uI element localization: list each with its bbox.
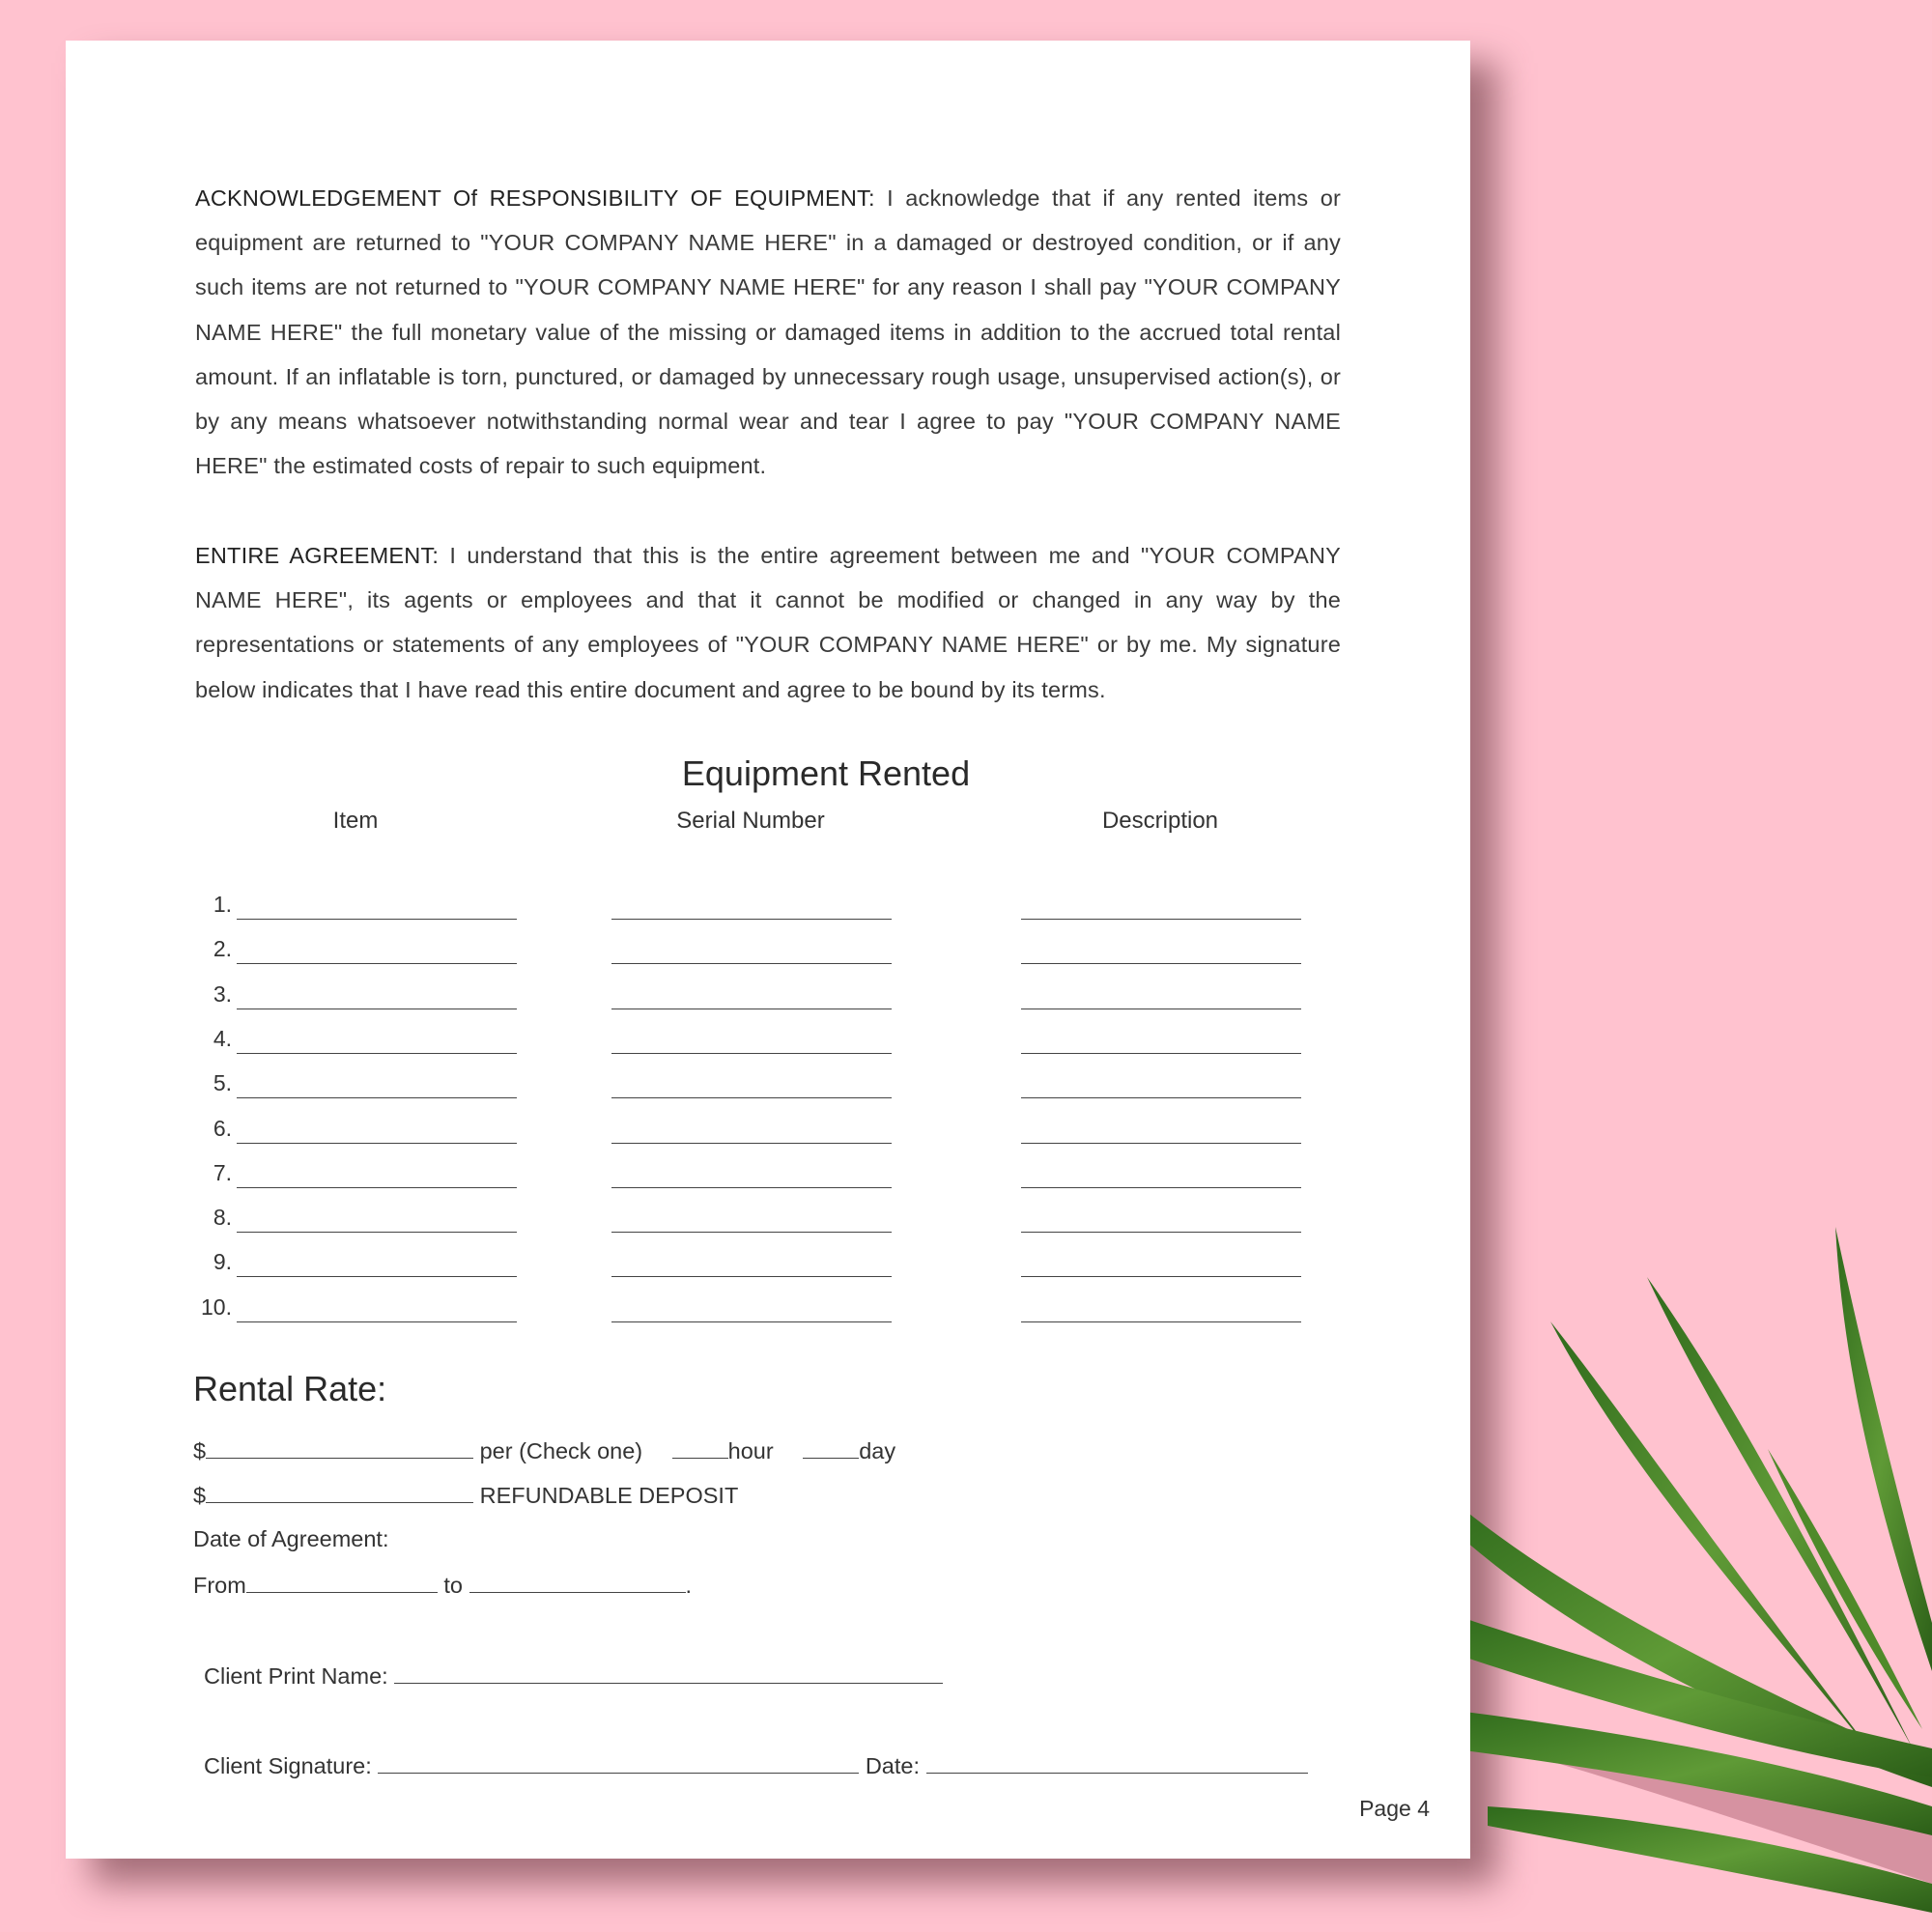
description-field[interactable] (1021, 1276, 1301, 1277)
description-field[interactable] (1021, 1321, 1301, 1322)
description-field[interactable] (1021, 919, 1301, 920)
equipment-row (66, 1238, 1470, 1277)
serial-number-field[interactable] (611, 1187, 892, 1188)
acknowledgement-paragraph (195, 176, 1341, 488)
item-field[interactable] (237, 919, 517, 920)
client-signature-label: Client Signature: (204, 1753, 372, 1778)
rate-line (193, 1436, 895, 1464)
deposit-dollar-sign: $ (193, 1483, 207, 1508)
description-field[interactable] (1021, 1053, 1301, 1054)
client-signature-line (204, 1751, 1308, 1779)
signature-date-field[interactable] (926, 1751, 1308, 1774)
row-number: 9. (213, 1249, 232, 1275)
item-field[interactable] (237, 1321, 517, 1322)
description-field[interactable] (1021, 1143, 1301, 1144)
item-field[interactable] (237, 1053, 517, 1054)
equipment-row (66, 1105, 1470, 1144)
per-check-one-label: per (Check one) (479, 1438, 643, 1463)
serial-number-field[interactable] (611, 1143, 892, 1144)
page-number: Page 4 (1359, 1796, 1430, 1821)
equipment-row (66, 1194, 1470, 1233)
column-header-description: Description (1101, 808, 1219, 834)
rental-rate-title: Rental Rate: (193, 1369, 387, 1408)
equipment-rented-title: Equipment Rented (681, 753, 971, 793)
item-field[interactable] (237, 963, 517, 964)
item-field[interactable] (237, 1143, 517, 1144)
row-number: 5. (213, 1070, 232, 1096)
equipment-row (66, 881, 1470, 920)
serial-number-field[interactable] (611, 1276, 892, 1277)
dollar-sign: $ (193, 1438, 207, 1463)
hour-checkbox-field[interactable] (672, 1436, 728, 1459)
hour-label: hour (727, 1438, 774, 1463)
description-field[interactable] (1021, 963, 1301, 964)
row-number: 1. (213, 892, 232, 917)
day-checkbox-field[interactable] (803, 1436, 859, 1459)
item-field[interactable] (237, 1276, 517, 1277)
refundable-deposit-label: REFUNDABLE DEPOSIT (479, 1483, 739, 1508)
item-field[interactable] (237, 1187, 517, 1188)
palm-leaf-decoration (1449, 1208, 1932, 1932)
client-print-name-label: Client Print Name: (204, 1663, 388, 1689)
to-label: to (443, 1573, 463, 1598)
equipment-row (66, 1015, 1470, 1054)
equipment-row (66, 1150, 1470, 1188)
row-number: 2. (213, 936, 232, 962)
equipment-row (66, 1284, 1470, 1322)
description-field[interactable] (1021, 1187, 1301, 1188)
client-print-name-line (204, 1662, 943, 1690)
deposit-amount-field[interactable] (206, 1481, 473, 1503)
client-signature-field[interactable] (378, 1751, 859, 1774)
acknowledgement-heading: ACKNOWLEDGEMENT Of RESPONSIBILITY OF EQUIPMENT: (195, 185, 875, 211)
row-number: 3. (213, 980, 232, 1007)
serial-number-field[interactable] (611, 963, 892, 964)
entire-agreement-heading: ENTIRE AGREEMENT: (195, 543, 440, 568)
description-field[interactable] (1021, 1232, 1301, 1233)
serial-number-field[interactable] (611, 1097, 892, 1098)
rate-amount-field[interactable] (206, 1436, 473, 1459)
from-label: From (193, 1573, 246, 1598)
description-field[interactable] (1021, 1097, 1301, 1098)
row-number: 6. (213, 1115, 232, 1141)
signature-date-label: Date: (865, 1753, 920, 1778)
column-header-item: Item (332, 808, 379, 834)
serial-number-field[interactable] (611, 1321, 892, 1322)
date-of-agreement-label: Date of Agreement: (193, 1526, 389, 1551)
from-to-line (193, 1571, 692, 1599)
equipment-row (66, 971, 1470, 1009)
deposit-line (193, 1481, 738, 1509)
equipment-row (66, 1060, 1470, 1098)
from-date-field[interactable] (246, 1571, 438, 1593)
acknowledgement-body: I acknowledge that if any rented items or equipment are returned to "YOUR COMPANY NAME HERE" in a damaged or destroyed condition, or if any such items are not returned to "YOUR COMPANY NAME HERE" for any reason I shall pay "YOUR COMPANY NAME HERE" the full monetary value of the missing or damaged items in addition to the accrued total rental amount. If an inflatable is torn, punctured, or damaged by unnecessary rough usage, unsupervised action(s), or by any means whatsoever notwithstanding normal wear and tear I agree to pay "YOUR COMPANY NAME HERE" the estimated costs of repair to such equipment. (195, 185, 1341, 479)
row-number: 10. (201, 1293, 232, 1320)
serial-number-field[interactable] (611, 1232, 892, 1233)
to-period: . (685, 1573, 693, 1598)
client-print-name-field[interactable] (394, 1662, 943, 1684)
column-header-serial-number: Serial Number (676, 808, 825, 834)
serial-number-field[interactable] (611, 1053, 892, 1054)
to-date-field[interactable] (469, 1571, 686, 1593)
item-field[interactable] (237, 1097, 517, 1098)
entire-agreement-body: I understand that this is the entire agreement between me and "YOUR COMPANY NAME HERE", its agents or employees and that it cannot be modified or changed in any way by the representations or statements of any employees of "YOUR COMPANY NAME HERE" or by me. My signature below indicates that I have read this entire document and agree to be bound by its terms. (195, 543, 1341, 702)
day-label: day (859, 1438, 896, 1463)
item-field[interactable] (237, 1232, 517, 1233)
equipment-row (66, 925, 1470, 964)
serial-number-field[interactable] (611, 919, 892, 920)
entire-agreement-paragraph (195, 533, 1341, 712)
document-page (66, 41, 1470, 1859)
row-number: 8. (213, 1205, 232, 1231)
row-number: 7. (213, 1159, 232, 1185)
row-number: 4. (213, 1025, 232, 1051)
